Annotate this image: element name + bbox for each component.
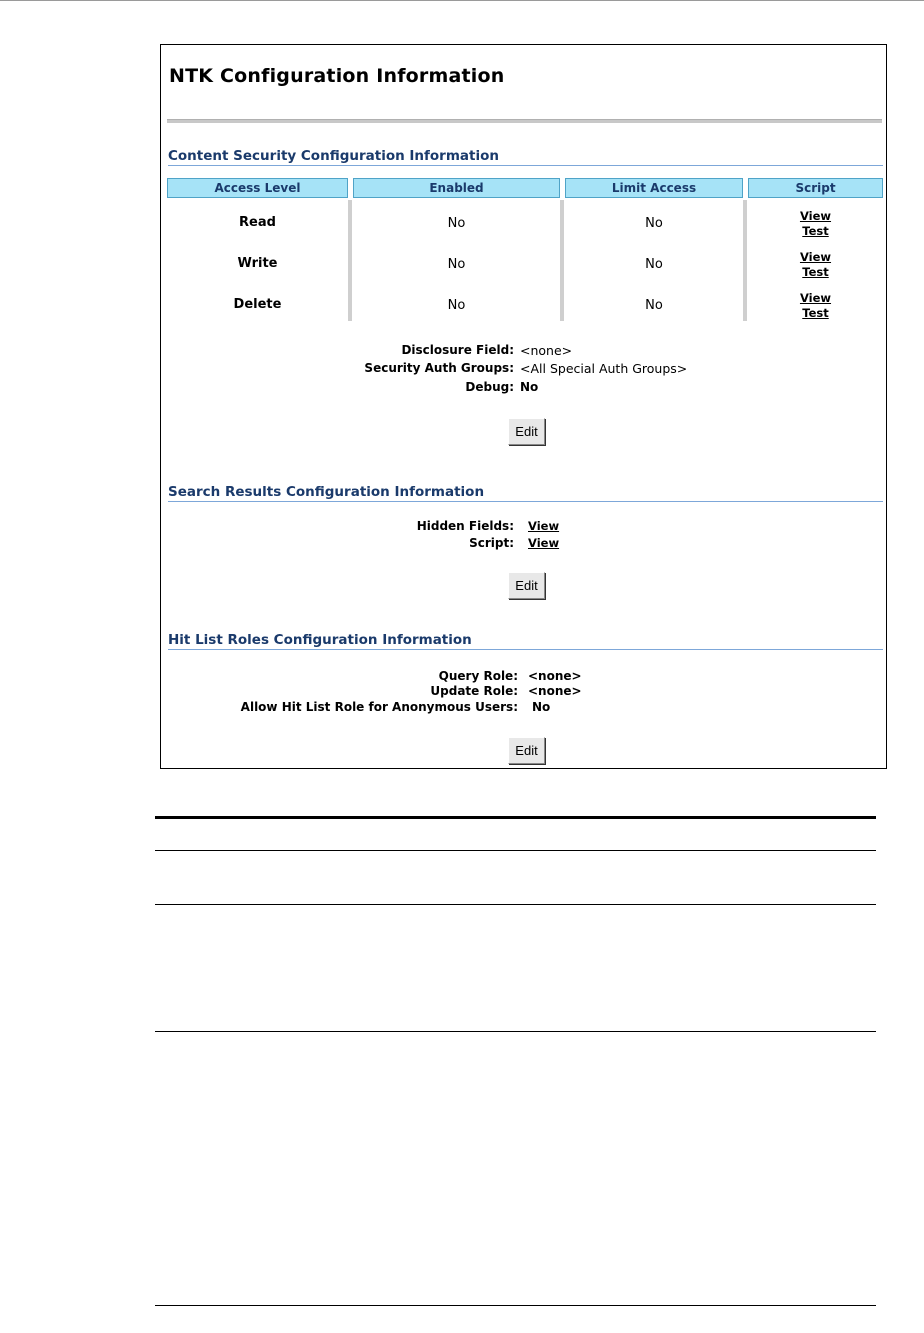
script-links xyxy=(748,291,883,321)
access-level-write: Write xyxy=(237,256,278,271)
edit-content-security-button[interactable]: Edit xyxy=(508,418,545,445)
limit-access-value: No xyxy=(645,216,663,231)
anonymous-users-label: Allow Hit List Role for Anonymous Users: xyxy=(240,700,518,714)
hit-list-heading: Hit List Roles Configuration Information xyxy=(168,632,883,650)
script-links xyxy=(748,209,883,239)
title-divider xyxy=(167,119,882,123)
view-script-link[interactable]: View xyxy=(799,209,832,223)
doc-table-rule xyxy=(155,1031,876,1032)
access-level-delete: Delete xyxy=(233,297,282,312)
hidden-fields-label: Hidden Fields: xyxy=(416,519,514,533)
anonymous-users-value: No xyxy=(532,700,551,714)
test-script-link[interactable]: Test xyxy=(802,265,829,279)
enabled-value: No xyxy=(447,298,466,313)
column-divider xyxy=(348,200,352,321)
update-role-value: <none> xyxy=(528,684,582,698)
col-header-limit-access: Limit Access xyxy=(565,178,743,198)
access-level-read: Read xyxy=(239,215,276,230)
page-top-rule xyxy=(0,0,924,1)
col-header-script: Script xyxy=(748,178,883,198)
hidden-fields-view-link[interactable]: View xyxy=(528,519,560,533)
update-role-label: Update Role: xyxy=(430,684,518,698)
search-results-heading: Search Results Configuration Information xyxy=(168,484,883,502)
security-auth-groups-value: <All Special Auth Groups> xyxy=(520,361,688,376)
debug-label: Debug: xyxy=(465,380,514,394)
disclosure-field-label: Disclosure Field: xyxy=(401,343,514,357)
doc-table-top-rule xyxy=(155,816,876,819)
doc-table-rule xyxy=(155,904,876,905)
debug-value: No xyxy=(520,380,539,394)
column-divider xyxy=(560,200,564,321)
script-view-link[interactable]: View xyxy=(528,536,560,550)
enabled-value: No xyxy=(447,257,466,272)
edit-search-results-button[interactable]: Edit xyxy=(508,572,545,599)
doc-table-bottom-rule xyxy=(155,1305,876,1306)
test-script-link[interactable]: Test xyxy=(802,224,829,238)
view-script-link[interactable]: View xyxy=(799,250,832,264)
script-label: Script: xyxy=(469,536,514,550)
column-divider xyxy=(743,200,747,321)
security-auth-groups-label: Security Auth Groups: xyxy=(364,361,514,375)
view-script-link[interactable]: View xyxy=(799,291,832,305)
col-header-access-level: Access Level xyxy=(167,178,348,198)
page-title: NTK Configuration Information xyxy=(169,65,505,87)
doc-table-rule xyxy=(155,850,876,851)
ntk-config-panel xyxy=(160,44,887,769)
enabled-value: No xyxy=(447,216,466,231)
disclosure-field-value: <none> xyxy=(520,343,573,358)
query-role-label: Query Role: xyxy=(438,669,518,683)
limit-access-value: No xyxy=(645,298,663,313)
limit-access-value: No xyxy=(645,257,663,272)
script-links xyxy=(748,250,883,280)
col-header-enabled: Enabled xyxy=(353,178,560,198)
test-script-link[interactable]: Test xyxy=(802,306,829,320)
edit-hit-list-button[interactable]: Edit xyxy=(508,737,545,764)
content-security-heading: Content Security Configuration Information xyxy=(168,148,883,166)
query-role-value: <none> xyxy=(528,669,582,683)
